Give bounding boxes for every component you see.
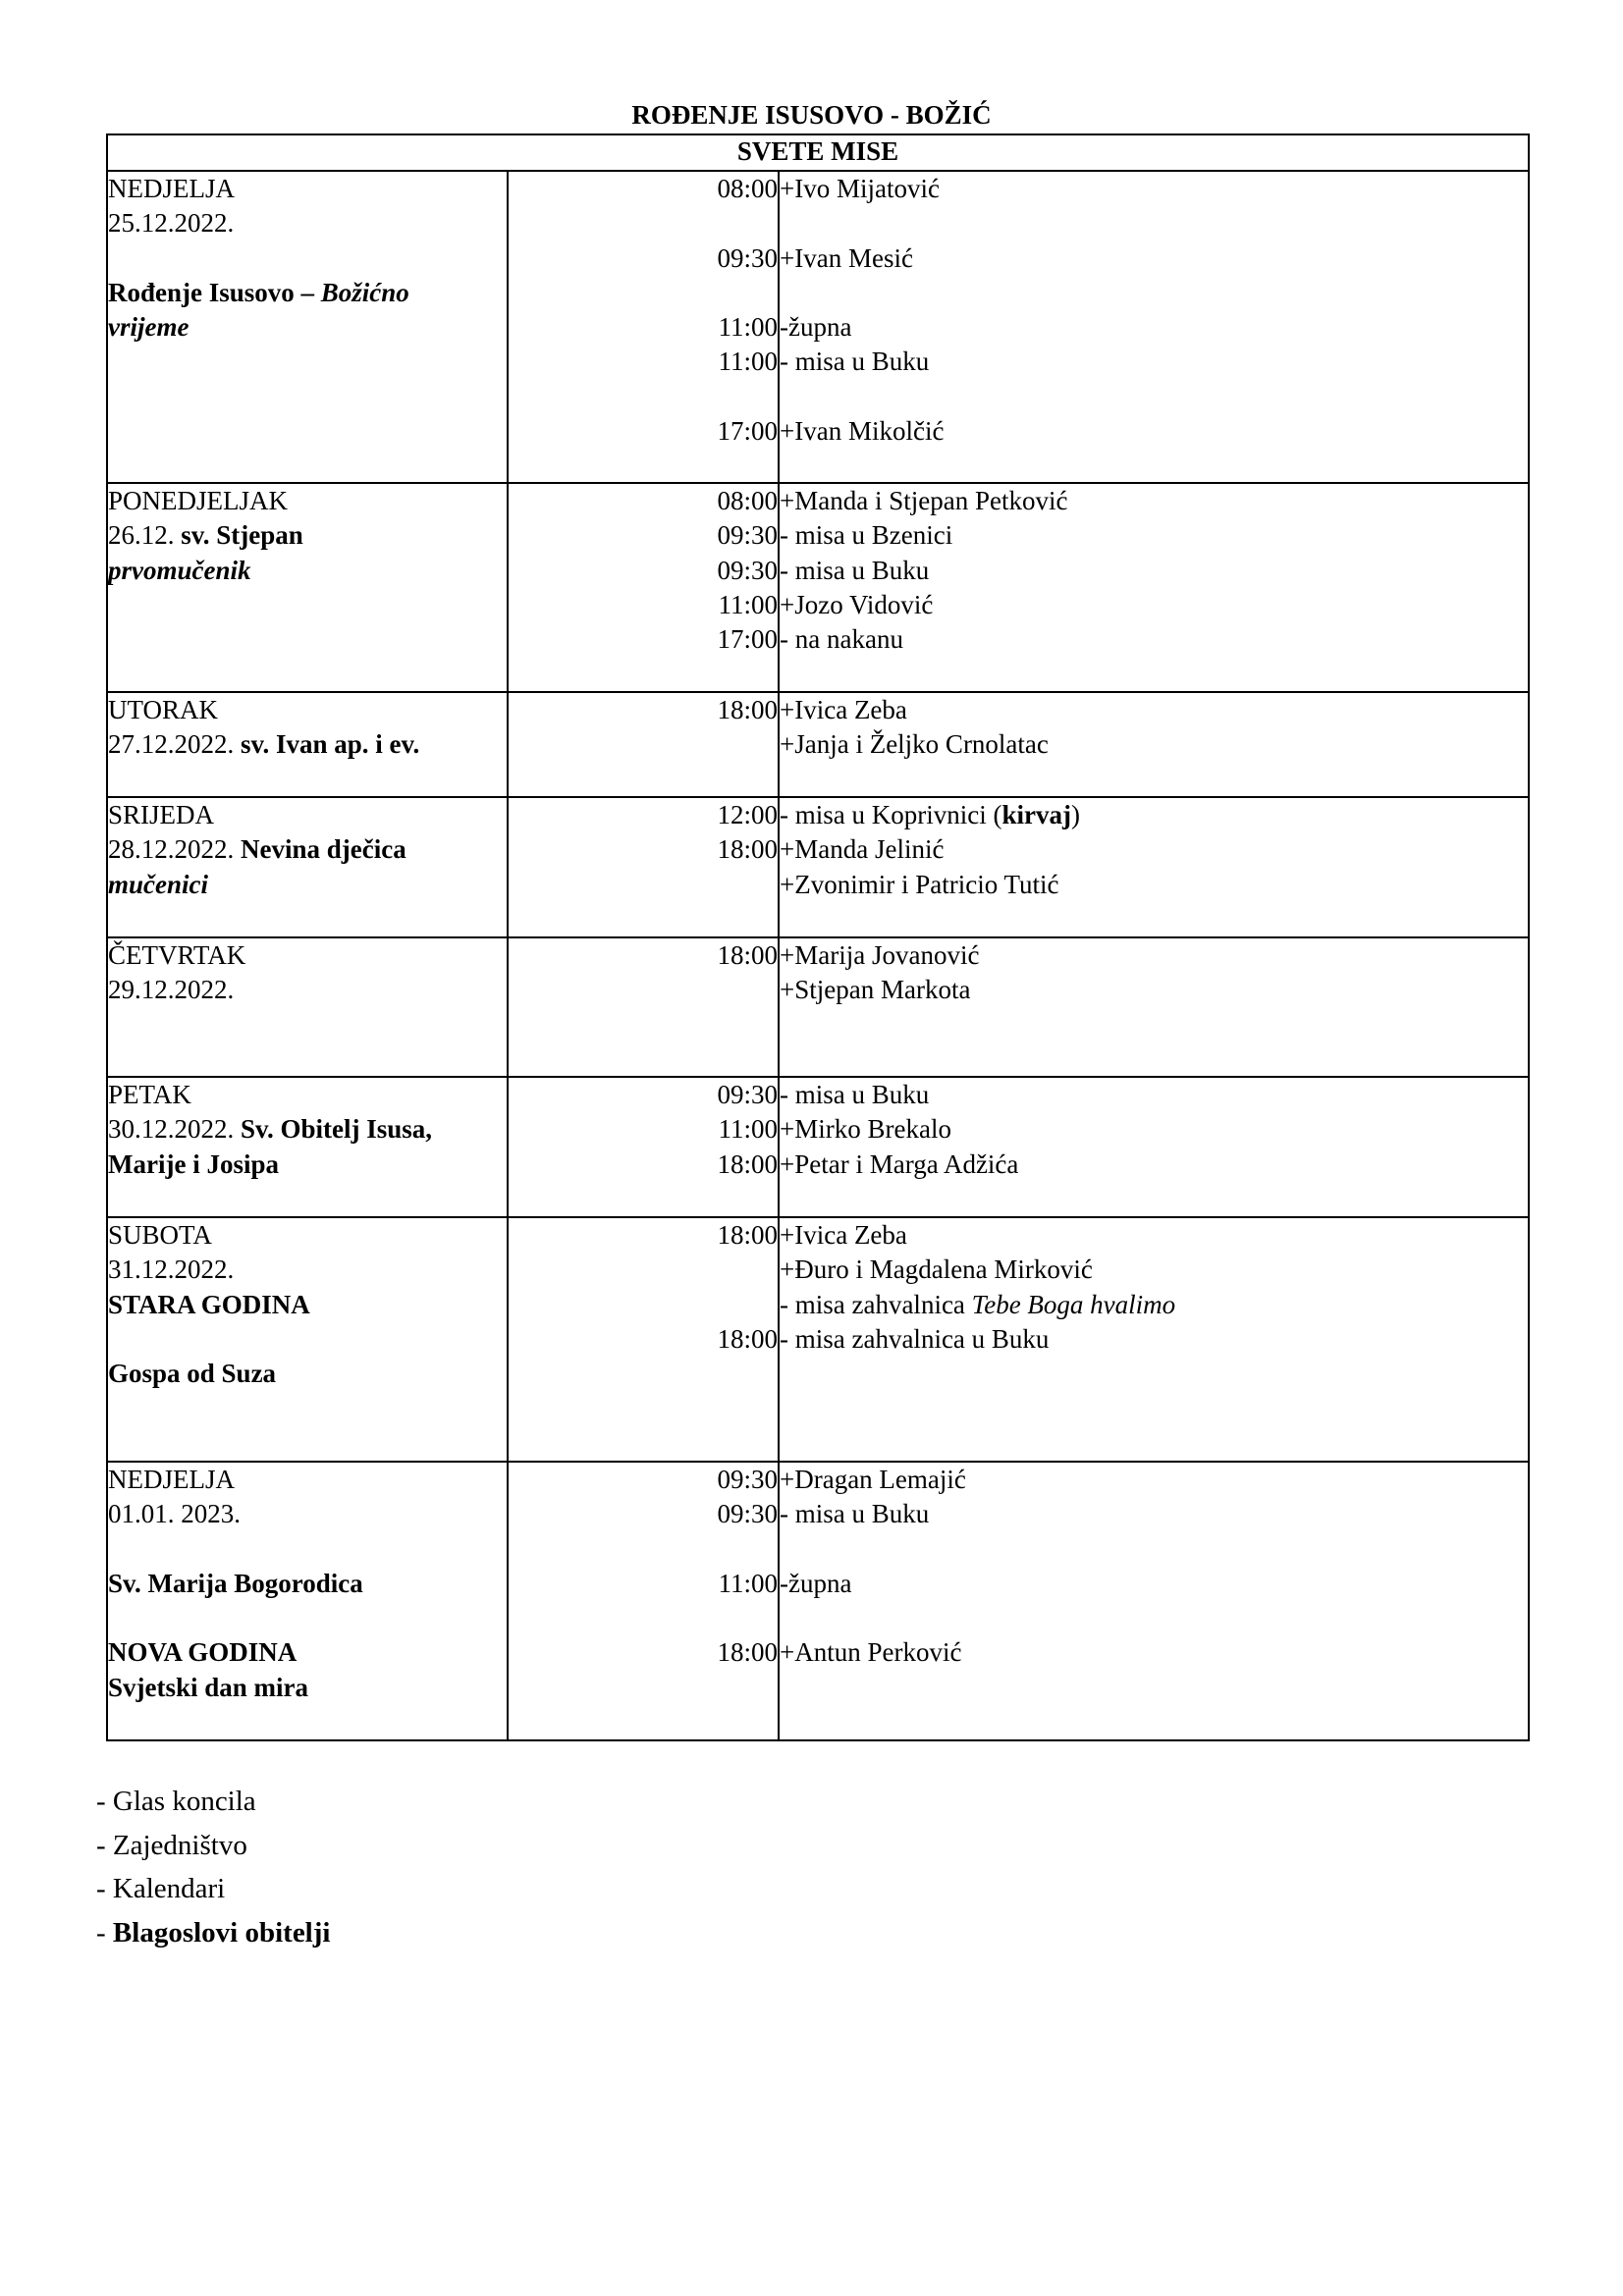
table-row <box>107 1217 1529 1462</box>
text-run: +Petar i Marga Adžića <box>780 1148 1019 1179</box>
mass-time: 18:00 <box>717 1220 778 1250</box>
table-header: SVETE MISE <box>107 134 1529 171</box>
day-line <box>108 1148 507 1182</box>
text-run: Sv. Obitelj Isusa, <box>241 1114 433 1145</box>
text-run: Gospa od Suza <box>108 1359 277 1389</box>
masses-cell <box>779 1462 1529 1740</box>
text-run: mučenici <box>108 869 208 899</box>
day-line <box>108 484 507 518</box>
mass-schedule-table <box>106 133 1530 1741</box>
mass-intention <box>780 1567 1528 1601</box>
day-line <box>108 868 507 902</box>
mass-intention <box>780 1218 1528 1253</box>
mass-time <box>509 1601 778 1635</box>
table-row <box>107 692 1529 797</box>
mass-intention <box>780 345 1528 379</box>
mass-time <box>509 276 778 310</box>
page-title: ROĐENJE ISUSOVO - BOŽIĆ <box>631 100 992 130</box>
times-cell <box>508 1077 779 1217</box>
mass-intention <box>780 868 1528 902</box>
text-run: +Ivica Zeba <box>780 1220 907 1250</box>
mass-intention <box>780 588 1528 622</box>
table-row <box>107 937 1529 1077</box>
day-line <box>108 1567 507 1601</box>
masses-cell <box>779 692 1529 797</box>
note-item <box>96 1911 330 1955</box>
times-cell <box>508 171 779 483</box>
mass-intention <box>780 1253 1528 1287</box>
text-run: - Kalendari <box>96 1873 226 1904</box>
mass-intention <box>780 693 1528 727</box>
day-line <box>108 310 507 345</box>
day-line <box>108 1288 507 1322</box>
note-item <box>96 1824 330 1868</box>
day-line <box>108 206 507 240</box>
text-run: -župna <box>780 312 852 343</box>
table-row <box>107 1462 1529 1740</box>
table-row <box>107 797 1529 937</box>
text-run: NOVA GODINA <box>108 1637 298 1668</box>
day-line <box>108 276 507 310</box>
text-run: +Zvonimir i Patricio Tutić <box>780 869 1059 899</box>
text-run: +Đuro i Magdalena Mirković <box>780 1255 1093 1285</box>
mass-intention <box>780 1635 1528 1670</box>
text-run: 31.12.2022. <box>108 1255 235 1285</box>
mass-time: 11:00 <box>718 312 778 343</box>
mass-time: 09:30 <box>717 1080 778 1109</box>
text-run: UTORAK <box>108 695 219 724</box>
day-line <box>108 938 507 973</box>
text-run: vrijeme <box>108 312 189 343</box>
mass-time: 18:00 <box>717 940 778 970</box>
text-run: STARA GODINA <box>108 1289 310 1319</box>
text-run: PONEDJELJAK <box>108 486 289 515</box>
day-line <box>108 1253 507 1287</box>
text-run: +Jozo Vidović <box>780 589 934 619</box>
mass-intention <box>780 276 1528 310</box>
mass-intention <box>780 414 1528 449</box>
text-run: NEDJELJA <box>108 1465 235 1494</box>
day-line <box>108 1497 507 1531</box>
mass-time: 08:00 <box>717 486 778 515</box>
day-cell <box>107 483 508 692</box>
mass-intention <box>780 1112 1528 1147</box>
mass-time: 18:00 <box>717 1148 778 1179</box>
masses-cell <box>779 1217 1529 1462</box>
mass-intention <box>780 241 1528 276</box>
note-item <box>96 1780 330 1824</box>
times-cell <box>508 937 779 1077</box>
mass-time: 08:00 <box>717 174 778 203</box>
text-run: Tebe Boga hvalimo <box>971 1289 1176 1319</box>
mass-time <box>509 380 778 414</box>
text-run: Marije i Josipa <box>108 1148 279 1179</box>
day-line <box>108 727 507 762</box>
day-line <box>108 1218 507 1253</box>
mass-intention <box>780 1532 1528 1567</box>
text-run: prvomučenik <box>108 555 251 585</box>
text-run: kirvaj <box>1001 800 1071 829</box>
text-run: +Dragan Lemajić <box>780 1465 966 1494</box>
day-cell <box>107 692 508 797</box>
mass-time: 18:00 <box>717 834 778 865</box>
text-run: ) <box>1070 800 1080 829</box>
text-run: PETAK <box>108 1080 191 1109</box>
table-row <box>107 171 1529 483</box>
text-run: - misa zahvalnica <box>780 1289 972 1319</box>
mass-time <box>509 1532 778 1567</box>
mass-time: 17:00 <box>717 416 778 447</box>
mass-intention <box>780 518 1528 553</box>
day-cell <box>107 937 508 1077</box>
mass-intention <box>780 1078 1528 1112</box>
table-header-row <box>107 134 1529 171</box>
masses-cell <box>779 1077 1529 1217</box>
mass-intention <box>780 1288 1528 1322</box>
text-run: SUBOTA <box>108 1220 212 1250</box>
day-cell <box>107 1077 508 1217</box>
mass-intention <box>780 484 1528 518</box>
text-run: +Stjepan Markota <box>780 975 971 1005</box>
mass-intention <box>780 832 1528 867</box>
mass-time: 09:30 <box>717 520 778 551</box>
day-line <box>108 1357 507 1391</box>
text-run: - Glas koncila <box>96 1786 256 1817</box>
table-row <box>107 1077 1529 1217</box>
text-run: +Manda Jelinić <box>780 834 945 865</box>
text-run: 01.01. 2023. <box>108 1499 241 1529</box>
day-line <box>108 172 507 206</box>
day-line <box>108 554 507 588</box>
day-cell <box>107 1462 508 1740</box>
mass-time: 11:00 <box>718 1114 778 1145</box>
text-run: - misa u Buku <box>780 1499 930 1529</box>
text-run: SRIJEDA <box>108 800 215 829</box>
text-run: +Ivica Zeba <box>780 695 907 724</box>
text-run: - misa u Buku <box>780 1080 930 1109</box>
mass-intention <box>780 727 1528 762</box>
text-run: +Ivan Mikolčić <box>780 416 945 447</box>
mass-intention <box>780 172 1528 206</box>
mass-time: 09:30 <box>717 1499 778 1529</box>
text-run: +Antun Perković <box>780 1637 962 1668</box>
mass-intention <box>780 1148 1528 1182</box>
day-line <box>108 1463 507 1497</box>
times-cell <box>508 1217 779 1462</box>
text-run: - Zajedništvo <box>96 1829 247 1861</box>
day-line <box>108 832 507 867</box>
mass-time: 18:00 <box>717 695 778 724</box>
mass-time: 12:00 <box>717 800 778 829</box>
table-row <box>107 483 1529 692</box>
text-run: 30.12.2022. <box>108 1114 241 1145</box>
text-run: - na nakanu <box>780 624 903 655</box>
day-line <box>108 1601 507 1635</box>
mass-time: 11:00 <box>718 1568 778 1598</box>
mass-time <box>509 206 778 240</box>
text-run: sv. Ivan ap. i ev. <box>241 729 420 760</box>
text-run: +Mirko Brekalo <box>780 1114 951 1145</box>
masses-cell <box>779 171 1529 483</box>
text-run: Blagoslovi obitelji <box>112 1916 331 1949</box>
masses-cell <box>779 797 1529 937</box>
mass-time <box>509 1288 778 1322</box>
day-line <box>108 1112 507 1147</box>
text-run: ČETVRTAK <box>108 940 246 970</box>
mass-intention <box>780 380 1528 414</box>
text-run: -župna <box>780 1568 852 1598</box>
mass-intention <box>780 973 1528 1007</box>
text-run: - misa zahvalnica u Buku <box>780 1323 1050 1354</box>
mass-time <box>509 1253 778 1287</box>
day-line <box>108 1532 507 1567</box>
day-cell <box>107 171 508 483</box>
text-run: Rođenje Isusovo – <box>108 277 321 307</box>
mass-intention <box>780 622 1528 657</box>
mass-intention <box>780 310 1528 345</box>
day-line <box>108 798 507 832</box>
mass-intention <box>780 1601 1528 1635</box>
mass-intention <box>780 938 1528 973</box>
day-line <box>108 241 507 276</box>
text-run: Svjetski dan mira <box>108 1672 309 1702</box>
day-cell <box>107 797 508 937</box>
text-run: Sv. Marija Bogorodica <box>108 1568 363 1598</box>
text-run: +Ivo Mijatović <box>780 174 940 203</box>
text-run: NEDJELJA <box>108 174 235 203</box>
text-run: sv. Stjepan <box>181 520 303 551</box>
text-run: 29.12.2022. <box>108 975 235 1005</box>
text-run: 27.12.2022. <box>108 729 241 760</box>
text-run: Božićno <box>320 277 409 307</box>
text-run: +Marija Jovanović <box>780 940 980 970</box>
text-run: 26.12. <box>108 520 182 551</box>
times-cell <box>508 797 779 937</box>
times-cell <box>508 692 779 797</box>
masses-cell <box>779 937 1529 1077</box>
mass-time: 18:00 <box>717 1637 778 1668</box>
mass-intention <box>780 554 1528 588</box>
mass-time: 11:00 <box>718 347 778 377</box>
mass-intention <box>780 206 1528 240</box>
text-run: +Manda i Stjepan Petković <box>780 486 1068 515</box>
mass-time: 09:30 <box>717 242 778 273</box>
text-run: - misa u Buku <box>780 347 930 377</box>
mass-time: 09:30 <box>717 555 778 585</box>
day-line <box>108 518 507 553</box>
text-run: - <box>96 1916 113 1949</box>
mass-time: 09:30 <box>717 1465 778 1494</box>
masses-cell <box>779 483 1529 692</box>
mass-time: 17:00 <box>717 624 778 655</box>
text-run: +Ivan Mesić <box>780 242 913 273</box>
day-cell <box>107 1217 508 1462</box>
day-line <box>108 1078 507 1112</box>
text-run: - misa u Bzenici <box>780 520 953 551</box>
text-run: - misa u Koprivnici ( <box>780 800 1002 829</box>
day-line <box>108 693 507 727</box>
mass-time: 11:00 <box>718 589 778 619</box>
times-cell <box>508 483 779 692</box>
mass-time: 18:00 <box>717 1323 778 1354</box>
text-run: - misa u Buku <box>780 555 930 585</box>
text-run: Nevina dječica <box>241 834 406 865</box>
times-cell <box>508 1462 779 1740</box>
notes-list <box>96 1780 330 1954</box>
day-line <box>108 1671 507 1705</box>
text-run: 28.12.2022. <box>108 834 241 865</box>
text-run: 25.12.2022. <box>108 208 235 239</box>
mass-intention <box>780 798 1528 832</box>
note-item <box>96 1867 330 1911</box>
day-line <box>108 1635 507 1670</box>
day-line <box>108 1322 507 1357</box>
text-run: +Janja i Željko Crnolatac <box>780 729 1049 760</box>
mass-intention <box>780 1463 1528 1497</box>
mass-intention <box>780 1497 1528 1531</box>
mass-intention <box>780 1322 1528 1357</box>
day-line <box>108 973 507 1007</box>
